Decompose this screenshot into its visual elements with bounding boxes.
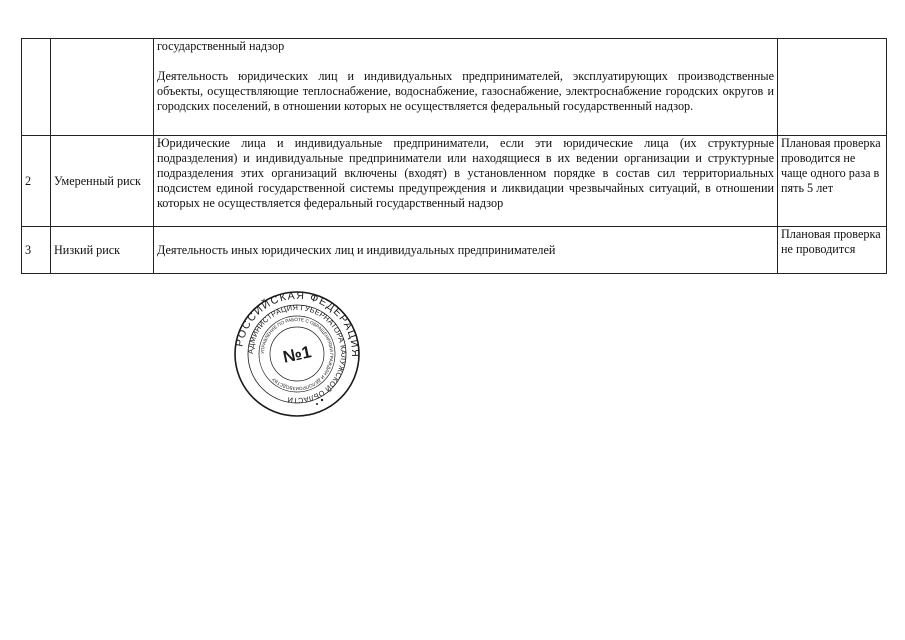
table-row (22, 136, 887, 227)
seal-inner-text: УПРАВЛЕНИЕ ПО РАБОТЕ С ОБРАЩЕНИЯМИ ГРАЖДАН И ДЕЛОПРОИЗВОДСТВУ (259, 316, 335, 392)
description-cell (154, 136, 778, 227)
description-cell: Деятельность иных юридических лиц и индивидуальных предпринимателей (154, 227, 778, 274)
row-number-cell (22, 39, 51, 136)
inspection-frequency-cell (778, 39, 887, 136)
seal-outer-text: РОССИЙСКАЯ ФЕДЕРАЦИЯ (233, 289, 362, 359)
seal-dot (321, 399, 323, 401)
description-gap (157, 54, 774, 69)
description-line: государственный надзор (157, 39, 285, 53)
row-number-cell: 3 (22, 227, 51, 274)
risk-category-table (21, 38, 887, 274)
risk-category-cell: Низкий риск (51, 227, 154, 274)
row-number-cell: 2 (22, 136, 51, 227)
table-row (22, 227, 887, 274)
seal-number-text: №1 (281, 342, 313, 367)
risk-category-cell (51, 39, 154, 136)
table-row (22, 39, 887, 136)
official-seal-stamp (232, 289, 362, 419)
risk-category-cell: Умеренный риск (51, 136, 154, 227)
description-paragraph: Деятельность юридических лиц и индивидуальных предпринимателей, эксплуатирующих производственные объекты, осуществляющие теплоснабжение, водоснабжение, газоснабжение, электроснабжение городских округов и городских поселений, в отношении которых не осуществляется федеральный государственный надзор. (157, 69, 774, 113)
inspection-frequency-cell: Плановая проверка проводится не чаще одного раза в пять 5 лет (778, 136, 887, 227)
description-paragraph: Юридические лица и индивидуальные предприниматели, если эти юридические лица (их структурные подразделения) и индивидуальные предприниматели или находящиеся в их ведении организации и структурные подразделения этих организаций включены (входят) в установленном порядке в состав сил территориальных подсистем единой государственной системы предупреждения и ликвидации чрезвычайных ситуаций, в отношении которых не осуществляется федеральный государственный надзор (157, 136, 774, 210)
inspection-frequency-cell: Плановая проверка не проводится (778, 227, 887, 274)
description-cell (154, 39, 778, 136)
seal-dot (316, 403, 318, 405)
seal-middle-text: АДМИНИСТРАЦИЯ ГУБЕРНАТОРА КАЛУЖСКОЙ ОБЛАСТИ (245, 302, 349, 406)
